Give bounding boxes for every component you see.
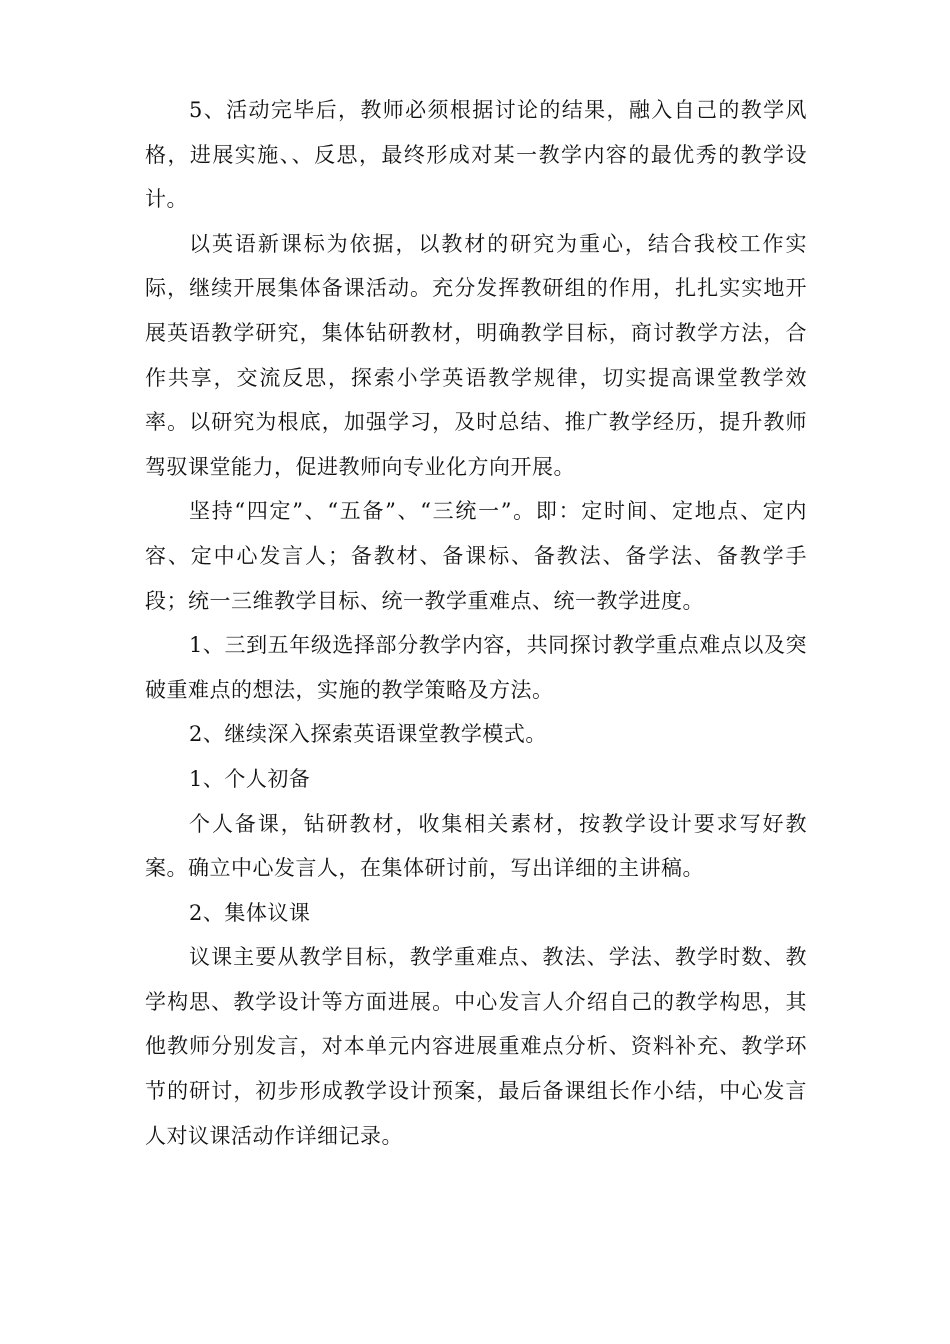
heading-individual-prep: 1、个人初备	[189, 766, 311, 791]
paragraph-individual-prep: 个人备课，钻研教材，收集相关素材，按教学设计要求写好教案。确立中心发言人，在集体研讨前，写出详细的主讲稿。	[145, 811, 807, 881]
paragraph-task-2: 2、继续深入探索英语课堂教学模式。	[189, 722, 547, 747]
paragraph-activity-conclusion: 5、活动完毕后，教师必须根据讨论的结果，融入自己的教学风格，进展实施、、反思，最终形成对某一教学内容的最优秀的教学设计。	[145, 98, 807, 212]
paragraph-task-1: 1、三到五年级选择部分教学内容，共同探讨教学重点难点以及突破重难点的想法，实施的教学策略及方法。	[145, 633, 807, 702]
paragraph-four-five-three: 坚持“四定”、“五备”、“三统一”。即：定时间、定地点、定内容、定中心发言人；备教材、备课标、备教法、备学法、备教学手段；统一三维教学目标、统一教学重难点、统一教学进度。	[145, 499, 807, 613]
heading-collective-discussion: 2、集体议课	[189, 900, 311, 925]
paragraph-guiding-principle: 以英语新课标为依据，以教材的研究为重心，结合我校工作实际，继续开展集体备课活动。充分发挥教研组的作用，扎扎实实地开展英语教学研究，集体钻研教材，明确教学目标，商讨教学方法，合作共享，交流反思，探索小学英语教学规律，切实提高课堂教学效率。以研究为根底，加强学习，及时总结、推广教学经历，提升教师驾驭课堂能力，促进教师向专业化方向开展。	[145, 231, 807, 479]
document-body	[145, 88, 807, 1158]
paragraph-collective-discussion: 议课主要从教学目标，教学重难点、教法、学法、教学时数、教学构思、教学设计等方面进展。中心发言人介绍自己的教学构思，其他教师分别发言，对本单元内容进展重难点分析、资料补充、教学环节的研讨，初步形成教学设计预案，最后备课组长作小结，中心发言人对议课活动作详细记录。	[145, 945, 807, 1148]
